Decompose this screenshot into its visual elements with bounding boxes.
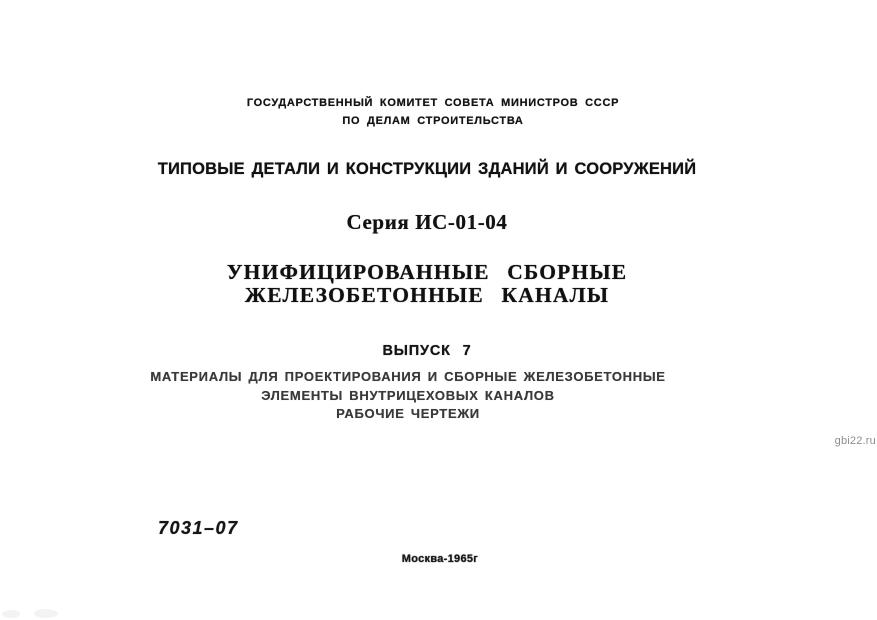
imprint: Москва-1965г — [401, 553, 479, 565]
document-code: 7031–07 — [158, 518, 239, 538]
site-watermark: gbi22.ru — [834, 435, 876, 447]
subtitle-line-1: МАТЕРИАЛЫ ДЛЯ ПРОЕКТИРОВАНИЯ И СБОРНЫЕ ЖЕЛЕЗОБЕТОННЫЕ — [150, 369, 666, 384]
scan-smudge — [2, 610, 20, 618]
series-code: Серия ИС-01-04 — [346, 210, 508, 234]
main-title-line-2: ЖЕЛЕЗОБЕТОННЫЕ КАНАЛЫ — [244, 283, 610, 307]
scan-smudge — [34, 609, 58, 618]
authority-line-2: ПО ДЕЛАМ СТРОИТЕЛЬСТВА — [342, 115, 524, 127]
main-title — [0, 261, 854, 307]
subtitle-block — [0, 368, 816, 424]
authority-header — [0, 94, 866, 130]
subtitle-line-3: РАБОЧИЕ ЧЕРТЕЖИ — [336, 406, 480, 421]
series-heading: ТИПОВЫЕ ДЕТАЛИ И КОНСТРУКЦИИ ЗДАНИЙ И СООРУЖЕНИЙ — [157, 160, 697, 178]
main-title-line-1: УНИФИЦИРОВАННЫЕ СБОРНЫЕ — [226, 260, 628, 284]
issue-label: ВЫПУСК 7 — [382, 343, 472, 359]
authority-line-1: ГОСУДАРСТВЕННЫЙ КОМИТЕТ СОВЕТА МИНИСТРОВ СССР — [246, 97, 620, 109]
subtitle-line-2: ЭЛЕМЕНТЫ ВНУТРИЦЕХОВЫХ КАНАЛОВ — [261, 387, 555, 403]
